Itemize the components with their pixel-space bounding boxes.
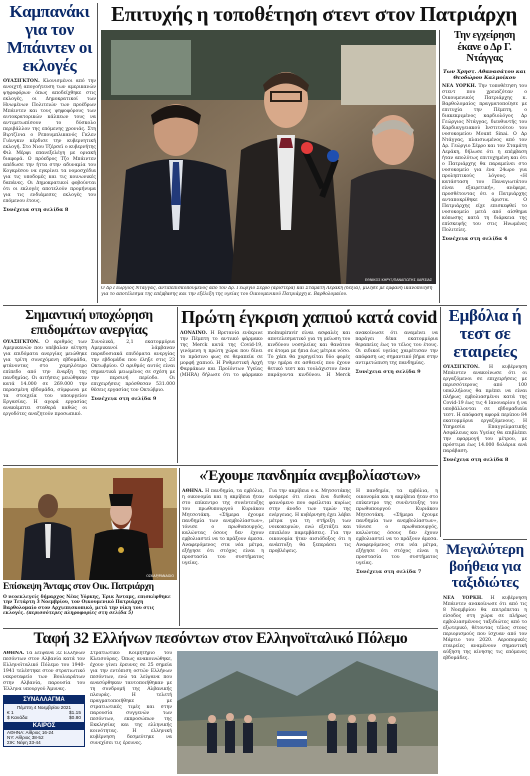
boost-lead: ΝΕΑ ΥΟΡΚΗ. <box>443 595 483 601</box>
war-headline: Ταφή 32 Ελλήνων πεσόντων στον Ελληνοϊταλικό Πόλεμο <box>33 630 408 647</box>
meeting-photo <box>3 468 177 580</box>
doctors-press-photo <box>101 30 436 284</box>
pandemic-col-1 <box>182 489 264 575</box>
pandemic-headline: «Έχουμε πανδημία ανεμβολίαστων» <box>199 468 421 484</box>
vaccine-lead: ΟΥΑΣΙΓΚΤΟΝ. <box>443 365 480 370</box>
vaccine-continuation: Συνέχεια στη σελίδα 8 <box>443 457 509 463</box>
covid-pill-body <box>180 331 438 459</box>
stent-continuation: Συνέχεια στη σελίδα 4 <box>442 235 508 242</box>
biden-text: Κλονισμένοι από την ανοιχτή απογοήτευση των αμερικανών ψηφοφόρων όπως αποδείχθηκε στις εκλογές, οι Δημοκρατικοί των Ηνωμένων Πολιτειών των προέδρων Μπάιντεν και τους ψηφοφόρους των αυτοκρατορικών κάλπεων τους να αντιμετωπίσουν το δύσκολο περιβάλλον της επόμενης χρονιάς. Στη Βιρτζίνια ο Ρεπουμπλικανός Γκλεν Γιάνγκιν κέρδισε την κυβερνητική εκλογή. Στο Νιου Τζέρσεϊ ο κυβερνήτης Φιλ Μέρφι επανεξελέγη με οριακή διαφορά. Ο πρόεδρος Τζο Μπάιντεν απέδωσε την ήττα στην αδυναμία του Κογκρέσου να εγκρίνει τα νομοσχέδια για τις υποδομές και τις κοινωνικές δαπάνες. Οι Δημοκρατικοί φοβούνται ότι οι εκλογές αποτελούν προμήνυμα για τις ενδιάμεσες εκλογές του επόμενου έτους. <box>3 79 96 204</box>
biden-lead: ΟΥΑΣΙΓΚΤΟΝ. <box>3 79 40 84</box>
column-rule <box>97 3 98 303</box>
exchange-label: $ Κανάδα <box>7 716 28 721</box>
exchange-value: $0.80 <box>68 716 81 721</box>
stent-caption: Ο Δρ Γεώργιος Ντάγγας, αντιπεπισκοπούμενος από τον Δρ. Γεώργιο Σέρρο (αριστερά) και Σταμάτη Λεράκη (δεξιά), μίλησε με εμφανή ικανοποίηση για το αποτέλεσμα της επέμβασης και την εξέλιξη της υγείας του Οικουμενικού Πατριάρχη κ. Βαρθολομαίου. <box>101 286 433 297</box>
section-rule <box>443 539 527 540</box>
unemployment-lead: ΟΥΑΣΙΓΚΤΟΝ. <box>3 340 40 345</box>
vaccine-story <box>443 307 527 537</box>
stent-body <box>442 84 527 234</box>
unemployment-story <box>3 307 175 463</box>
stent-side-story <box>442 30 527 304</box>
antas-caption-wrap <box>3 595 177 617</box>
column-rule <box>177 307 178 463</box>
pandemic-lead: ΑΘΗΝΑ. <box>182 489 204 494</box>
unemployment-text-2: Συνολικά, 2,1 εκατομμύρια Αμερικανοί λάμβαναν παραδοσιακά επιδόματα ανεργίας την εβδομάδα που έληξε στις 23 Οκτωβρίου. Ο αριθμός αυτός είναι σημαντικά μειωμένος σε σχέση με την περσινή περίοδο. Οι επιχειρήσεις πρόσθεσαν 531.000 θέσεις εργασίας τον Οκτώβριο. <box>91 340 175 393</box>
war-photo <box>177 651 438 774</box>
stent-side-headline: Την εγχείρηση έκανε ο Δρ Γ. Ντάγγας <box>453 30 516 64</box>
covid-pill-continuation: Συνέχεια στη σελίδα 9 <box>355 369 421 375</box>
unemployment-headline: Σημαντική υποχώρηση επιδομάτων ανεργίας <box>25 307 153 337</box>
biden-headline: Καμπανάκι για τον Μπάιντεν οι εκλογές <box>6 3 93 75</box>
covid-pill-lead: ΛΟΝΔΙΝΟ. <box>180 331 208 336</box>
antas-caption: Ο νεοεκλεγείς δήμαρχος Νέας Υόρκης, Έρικ Άνταμς, επισκέφθηκε την Τετάρτη 3 Νοεμβρίου, τον Οικουμενικό Πατριάρχη Βαρθολομαίο στον Αρχιεπισκοπικό, μετά την νίκη του στις εκλογές. <box>3 594 171 617</box>
unemployment-col-2 <box>91 340 175 418</box>
vaccine-body <box>443 365 527 455</box>
section-rule <box>3 465 438 466</box>
pandemic-text-1: Η πανδημία, τα εμβόλια, η οικονομία και η ακρίβεια ήταν στο επίκεντρο της συνέντευξης του πρωθυπουργού Κυριάκου Μητσοτάκη. «Σήμερα έχουμε πανδημία των ανεμβολίαστων», τόνισε ο πρωθυπουργός, καλώντας όσους δεν έχουν εμβολιαστεί να το πράξουν άμεσα. Αναφερόμενος στα νέα μέτρα, εξήγησε ότι στόχος είναι η προστασία του συστήματος υγείας. <box>182 489 264 566</box>
pandemic-text-2: Για την ακρίβεια ο κ. Μητσοτάκης ανέφερε ότι είναι ένα διεθνές φαινόμενο που οφείλεται κυρίως στην άνοδο των τιμών της ενέργειας. Η κυβέρνηση έχει λάβει μέτρα για τη στήριξη των νοικοκυριών, ενώ εξετάζει και επιπλέον παρεμβάσεις. Για την οικονομία ήταν αισιόδοξος ότι η ανάπτυξη θα ξεπεράσει τις προβλέψεις. <box>269 489 351 554</box>
weather-row: ΝΥ: Αίθριος 38-52 <box>7 735 44 740</box>
stent-byline: Των Χρηστ. Αθανασάτου και Θεοδώρου Καλμοίκου <box>443 68 526 81</box>
exchange-box <box>3 695 85 747</box>
biden-body <box>3 79 96 205</box>
war-lead: ΑΘΗΝΑ. <box>3 651 25 656</box>
ceremony-photo <box>177 651 438 774</box>
exchange-label: € 1 <box>7 711 14 716</box>
vaccine-text: Η κυβέρνηση Μπάιντεν ανακοίνωσε ότι οι εργαζόμενοι σε επιχειρήσεις με περισσότερους από 100 υπαλλήλους θα πρέπει να είναι πλήρως εμβολιασμένοι κατά της Covid-19 έως τις 4 Ιανουαρίου ή να υποβάλλονται σε εβδομαδιαία τεστ. Η απόφαση αφορά περίπου 84 εκατομμύρια εργαζόμενους. Η Υπηρεσία Επαγγελματικής Ασφάλειας και Υγείας θα επιβλέπει την εφαρμογή του μέτρου, με πρόστιμα έως 14.000 δολάρια ανά παράβαση. <box>443 365 527 454</box>
war-text-2: Στρατιωτικό Κοιμητήριο του Κλεισούρας. Όπως ανακοινώθηκε, έχουν γίνει έρευνες σε 25 σημεία για την εντόπιση οστών Ελλήνων πεσόντων, ενώ τα λείψανα που ανασύρθηκαν ταυτοποιήθηκαν με τη συνδρομή της Αλβανικής πλευράς. <box>90 651 172 698</box>
pandemic-col-3 <box>356 489 438 575</box>
stent-photo-credit: ΕΘΝΙΚΟΣ ΚΗΡΥΞ/ΠΑΝΑΓΙΩΤΗΣ ΧΑΡΙΣΙΑΣ <box>365 278 432 282</box>
pandemic-story <box>182 468 438 626</box>
boost-story <box>443 542 527 774</box>
antas-photo <box>3 468 177 580</box>
antas-headline: Επίσκεψη Άνταμς στον Οικ. Πατριάρχη <box>3 582 154 592</box>
war-col-1 <box>3 651 85 774</box>
boost-headline: Μεγαλύτερη βοήθεια για ταξιδιώτες <box>446 542 524 591</box>
vaccine-headline: Εμβόλια ή τεστ σε εταιρείες <box>448 307 522 361</box>
pandemic-text-3: Η πανδημία, τα εμβόλια, η οικονομία και η ακρίβεια ήταν στο επίκεντρο της συνέντευξης του πρωθυπουργού Κυριάκου Μητσοτάκη. «Σήμερα έχουμε πανδημία των ανεμβολίαστων», τόνισε ο πρωθυπουργός, καλώντας όσους δεν έχουν εμβολιαστεί να το πράξουν άμεσα. Αναφερόμενος στα νέα μέτρα, εξήγησε ότι στόχος είναι η προστασία του συστήματος υγείας. <box>356 489 438 566</box>
war-col-1-text <box>3 651 85 692</box>
unemployment-col-1 <box>3 340 87 418</box>
section-rule <box>3 628 438 629</box>
biden-story <box>3 3 96 304</box>
section-rule <box>3 305 527 306</box>
boost-text: Η κυβέρνηση Μπάιντεν ανακοίνωσε ότι από τις 8 Νοεμβρίου θα επιτρέπεται η είσοδος στη χώρα σε πλήρως εμβολιασμένους ταξιδιώτες από το εξωτερικό, θέτοντας τέλος στους περιορισμούς που ίσχυαν από τον Μάρτιο του 2020. Αεροπορικές εταιρείες αναμένουν σημαντική αύξηση της κίνησης τις επόμενες εβδομάδες. <box>443 595 527 661</box>
weather-row: ΣΙΚ: Νέφη 33-44 <box>7 740 41 745</box>
exchange-date: Πέμπτη 4 Νοεμβρίου 2021 <box>16 705 72 710</box>
column-rule <box>439 30 440 303</box>
covid-pill-headline: Πρώτη έγκριση χαπιού κατά covid <box>181 307 437 327</box>
antas-more: (περισσότερες πληροφορίες στη σελίδα 5) <box>26 611 134 617</box>
weather-title: ΚΑΙΡΟΣ <box>4 722 84 730</box>
antas-story <box>3 582 177 626</box>
column-rule <box>440 307 441 537</box>
war-text-1: Τα λείψανα 32 Ελλήνων πεσόντων στον Αλβανία κατά τον Ελληνοϊταλικό Πόλεμο του 1940-1941 τελέστηκε στον στρατιωτικό νεκροταφείο των Βουλιαράτων στην Αλβανία, παρουσία του Έλληνα υπουργού Άμυνας. <box>3 651 85 692</box>
stent-headline: Επιτυχής η τοποθέτηση στεντ στον Πατριάρχη <box>111 2 517 26</box>
column-rule <box>179 468 180 626</box>
boost-body <box>443 596 527 662</box>
pandemic-continuation: Συνέχεια στη σελίδα 7 <box>356 569 422 575</box>
war-story <box>3 651 438 774</box>
weather-row: ΑΘΗΝΑ: Αίθριος 16-24 <box>7 730 54 735</box>
pandemic-col-2 <box>269 489 351 575</box>
unemployment-text-1: Ο αριθμός των Αμερικανών που υπέβαλαν αίτηση για επιδόματα ανεργίας μειώθηκε για τρίτη συνεχόμενη εβδομάδα, φτάνοντας στο χαμηλότερο επίπεδο από την έναρξη της πανδημίας. Οι αιτήσεις μειώθηκαν κατά 14.000 σε 269.000 την περασμένη εβδομάδα, σύμφωνα με τα στοιχεία του υπουργείου Εργασίας. Η αγορά εργασίας ανακάμπτει σταθερά καθώς οι εργοδότες αναζητούν προσωπικό. <box>3 340 87 417</box>
covid-pill-story <box>180 307 438 463</box>
stent-lead: ΝΕΑ ΥΟΡΚΗ. <box>442 83 477 89</box>
war-text-3: Η τελετή πραγματοποιήθηκε με στρατιωτικές τιμές και στην παρουσία συγγενών των πεσόντων, εκπροσώπων της Εκκλησίας και της ελληνικής κοινότητας. Η ελληνική κυβέρνηση δεσμεύτηκε να συνεχίσει τις έρευνες. <box>90 693 172 746</box>
stent-photo <box>101 30 436 284</box>
stent-text: Την τοποθέτηση του στεντ που χρειαζόταν ο Οικουμενικός Πατριάρχης κ. Βαρθολομαίος πραγματοποίησε με επιτυχία την Πέμπτη, ο διακεκριμένος καρδιολόγος Δρ Γεώργιος Ντάγγας, διευθυντής του Καρδιαγγειακού Ινστιτούτου του νοσοκομείου Mount Sinai. Ο Δρ Ντάγγας, πλαισιωμένος από τον Δρ. Γεώργιο Σέρρο και τον Σταμάτη Λεράκη, δήλωσε ότι η επέμβαση ήταν απολύτως επιτυχημένη και ότι ο Πατριάρχης θα παραμείνει στο νοσοκομείο για ένα 24ωρο για προληπτικούς λόγους. «Η κατάσταση του Παναγιωτάτου είναι εξαιρετική», ανέφερε, προσθέτοντας ότι ο Πατριάρχης ανταποκρίθηκε άριστα. Ο Πατριάρχης είχε επισκεφθεί το νοσοκομείο μετά από αίσθημα κόπωσης κατά τη διάρκεια της επίσκεψής του στις Ηνωμένες Πολιτείες. <box>442 83 527 233</box>
unemployment-continuation: Συνέχεια στη σελίδα 9 <box>91 396 157 402</box>
exchange-title: ΣΥΝΑΛΛΑΓΜΑ <box>4 696 84 704</box>
war-col-2 <box>90 651 172 774</box>
exchange-value: $1.15 <box>68 711 81 716</box>
covid-pill-text: Η Βρετανία ενέκρινε την Πέμπτη το αντιικό φάρμακο της Merck κατά της Covid-19, γινόμενη η πρώτη χώρα που δίνει το πράσινο φως σε θεραπεία σε μορφή χαπιού. Η Ρυθμιστική Αρχή Φαρμάκων και Προϊόντων Υγείας (MHRA) δήλωσε ότι το φάρμακο molnupiravir είναι ασφαλές και αποτελεσματικό για τη μείωση του κινδύνου νοσηλείας και θανάτου σε άτομα με ήπια έως μέτρια νόσο. Το χάπι θα χορηγείται δύο φορές την ημέρα σε ασθενείς που έχουν θετικό τεστ και τουλάχιστον έναν παράγοντα κινδύνου. Η Merck ανακοίνωσε ότι αναμένει να παράγει δέκα εκατομμύρια θεραπείες έως το τέλος του έτους. Οι ειδικοί υγείας χαιρέτισαν την απόφαση ως σημαντικό βήμα στην αντιμετώπιση της πανδημίας. <box>180 331 438 378</box>
biden-continuation: Συνέχεια στη σελίδα 8 <box>3 207 69 213</box>
antas-photo-credit: ΟΣΚΑΡ/PANAGIO <box>146 574 174 578</box>
